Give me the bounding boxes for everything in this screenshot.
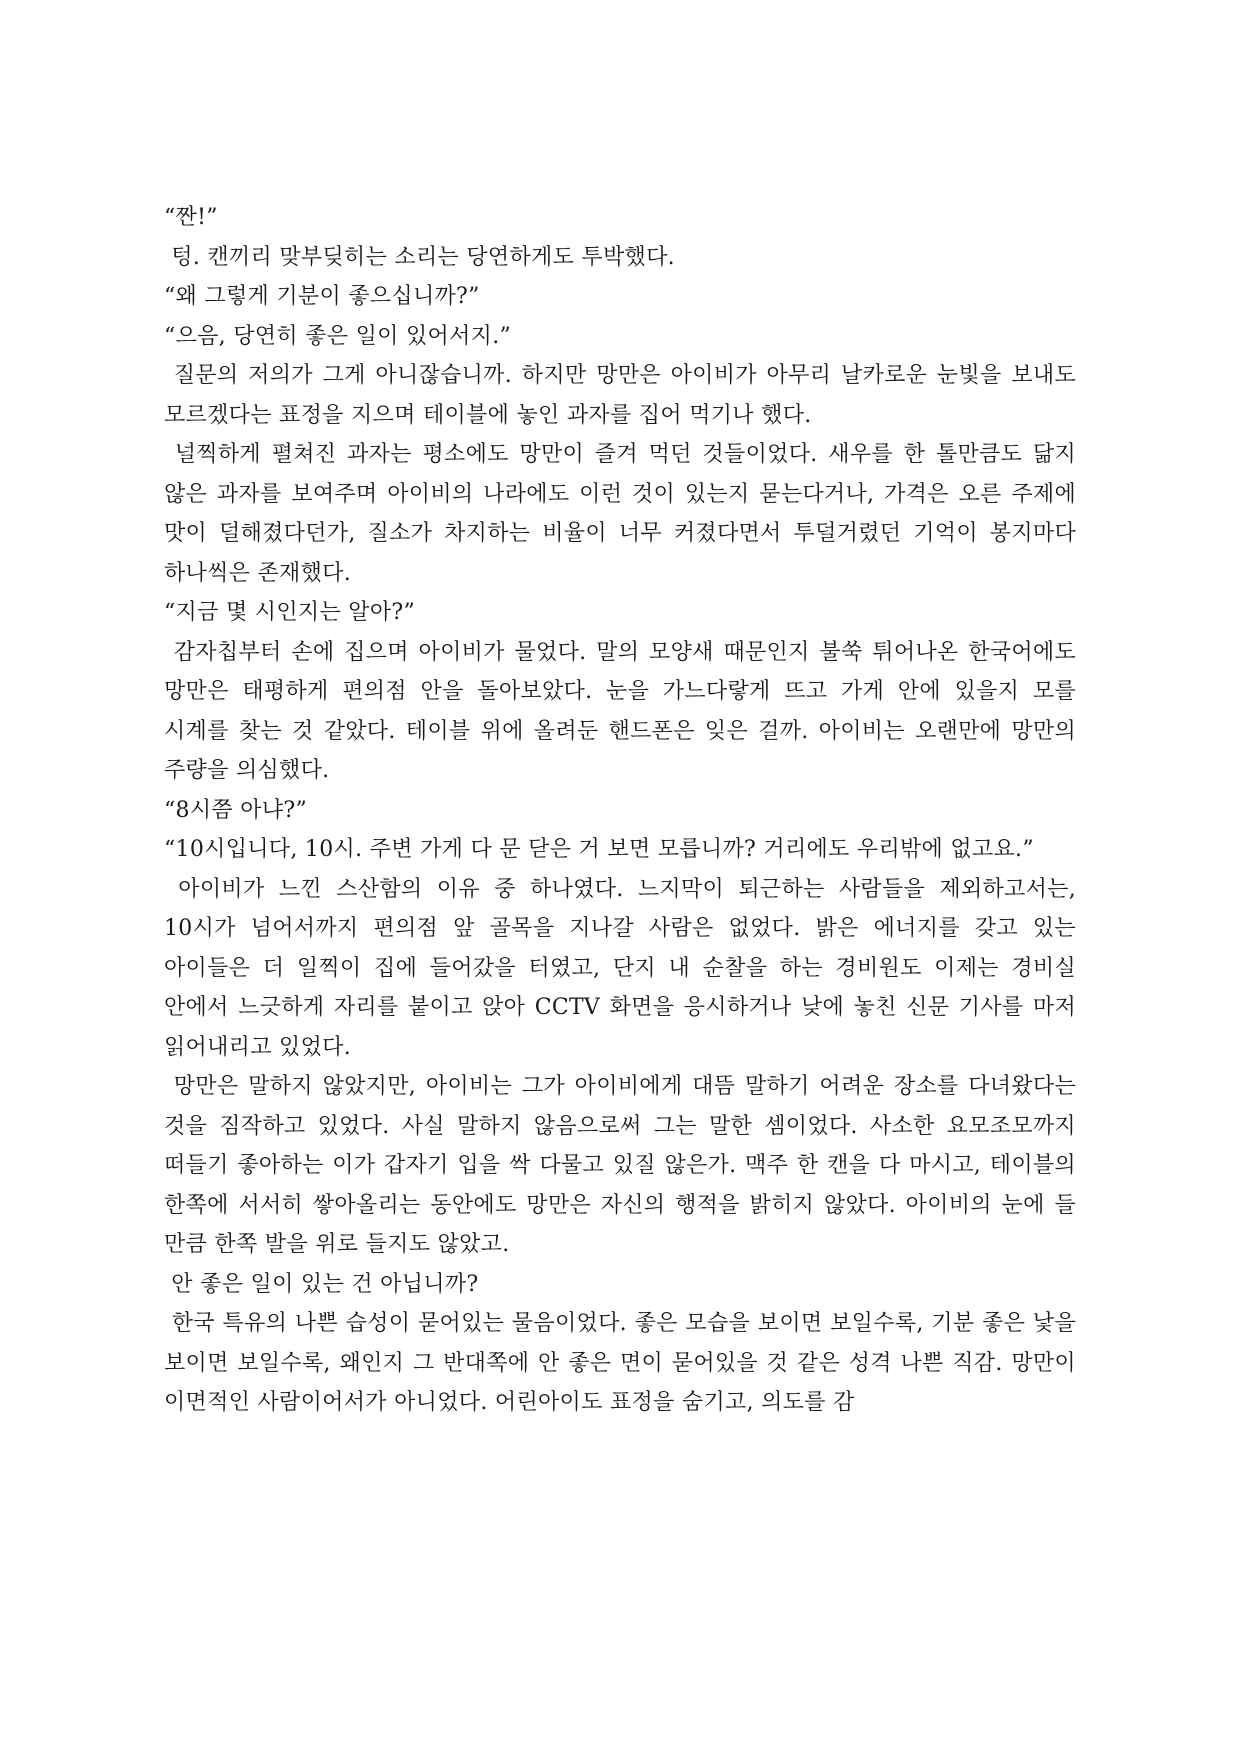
- paragraph: 안 좋은 일이 있는 건 아닙니까?: [164, 1271, 479, 1297]
- dialogue-line: “8시쯤 아냐?”: [164, 797, 307, 823]
- dialogue-line: “지금 몇 시인지는 알아?”: [164, 600, 416, 625]
- dialogue-line: “왜 그렇게 기분이 좋으십니까?”: [164, 284, 480, 309]
- document-body: [164, 198, 1076, 1423]
- dialogue-line: “짠!”: [164, 205, 218, 230]
- paragraph: 널찍하게 펼쳐진 과자는 평소에도 망만이 즐겨 먹던 것들이었다. 새우를 한 톨만큼도 닮지 않은 과자를 보여주며 아이비의 나라에도 이런 것이 있는지 묻는다거나, 가격은 오른 주제에 맛이 덜해졌다던가, 질소가 차지하는 비율이 너무 커졌다면서 투덜거렸던 기억이 봉지마다 하나씩은 존재했다.: [164, 442, 1076, 586]
- paragraph: 질문의 저의가 그게 아니잖습니까. 하지만 망만은 아이비가 아무리 날카로운 눈빛을 보내도 모르겠다는 표정을 지으며 테이블에 놓인 과자를 집어 먹기나 했다.: [164, 363, 1076, 428]
- paragraph: 망만은 말하지 않았지만, 아이비는 그가 아이비에게 대뜸 말하기 어려운 장소를 다녀왔다는 것을 짐작하고 있었다. 사실 말하지 않음으로써 그는 말한 셈이었다. 사소한 요모조모까지 떠들기 좋아하는 이가 갑자기 입을 싹 다물고 있질 않은가. 맥주 한 캔을 다 마시고, 테이블의 한쪽에 서서히 쌓아올리는 동안에도 망만은 자신의 행적을 밝히지 않았다. 아이비의 눈에 들 만큼 한쪽 발을 위로 들지도 않았고.: [164, 1074, 1076, 1257]
- paragraph: 감자칩부터 손에 집으며 아이비가 물었다. 말의 모양새 때문인지 불쑥 튀어나온 한국어에도 망만은 태평하게 편의점 안을 돌아보았다. 눈을 가느다랗게 뜨고 가게 안에 있을지 모를 시계를 찾는 것 같았다. 테이블 위에 올려둔 핸드폰은 잊은 걸까. 아이비는 오랜만에 망만의 주량을 의심했다.: [164, 639, 1076, 783]
- paragraph: 한국 특유의 나쁜 습성이 묻어있는 물음이었다. 좋은 모습을 보이면 보일수록, 기분 좋은 낯을 보이면 보일수록, 왜인지 그 반대쪽에 안 좋은 면이 묻어있을 것 같은 성격 나쁜 직감. 망만이 이면적인 사람이어서가 아니었다. 어린아이도 표정을 숨기고, 의도를 감: [164, 1311, 1076, 1415]
- paragraph: 텅. 캔끼리 맞부딪히는 소리는 당연하게도 투박했다.: [164, 244, 675, 270]
- dialogue-line: “으음, 당연히 좋은 일이 있어서지.”: [164, 323, 512, 349]
- paragraph: 아이비가 느낀 스산함의 이유 중 하나였다. 느지막이 퇴근하는 사람들을 제외하고서는, 10시가 넘어서까지 편의점 앞 골목을 지나갈 사람은 없었다. 밝은 에너지를 갖고 있는 아이들은 더 일찍이 집에 들어갔을 터였고, 단지 내 순찰을 하는 경비원도 이제는 경비실 안에서 느긋하게 자리를 붙이고 앉아 CCTV 화면을 응시하거나 낮에 놓친 신문 기사를 마저 읽어내리고 있었다.: [164, 876, 1076, 1060]
- dialogue-line: “10시입니다, 10시. 주변 가게 다 문 닫은 거 보면 모릅니까? 거리에도 우리밖에 없고요.”: [164, 837, 1034, 862]
